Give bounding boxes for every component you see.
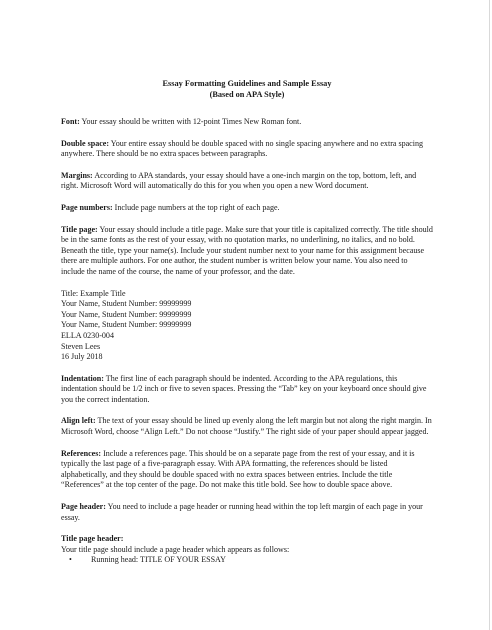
example-line: ELLA 0230-004 — [61, 330, 114, 340]
section-body: Include a references page. This should be on a separate page from the rest of your essay, and it is typically the last page of a five-paragraph essay. With APA formatting, the references should be listed alphabetically, and they should be double spaced with no extra spaces between entries. Include the title “References” at the top center of the page. Do not make this title bold. See how to double space above. — [61, 448, 415, 490]
section-margins — [61, 171, 433, 192]
section-heading: Title page: — [61, 224, 98, 234]
section-body: According to APA standards, your essay should have a one-inch margin on the top, bottom, left, and right. Microsoft Word will automatically do this for you when you open a new Word document. — [61, 170, 417, 191]
example-line: Title: Example Title — [61, 288, 126, 298]
section-body: The text of your essay should be lined up evenly along the left margin but not along the right margin. In Microsoft Word, choose “Align Left.” Do not choose “Justify.” The right side of your paper should appear jagged. — [61, 416, 432, 437]
section-heading: Indentation: — [61, 373, 104, 383]
section-heading: Double space: — [61, 138, 110, 148]
example-line: Your Name, Student Number: 99999999 — [61, 320, 192, 330]
example-line: Your Name, Student Number: 99999999 — [61, 309, 192, 319]
section-heading: References: — [61, 448, 102, 458]
example-line: Steven Lees — [61, 341, 101, 351]
example-line: Your Name, Student Number: 99999999 — [61, 299, 192, 309]
section-page-numbers — [61, 203, 433, 214]
section-body: Your entire essay should be double spaced with no single spacing anywhere and no extra spacing anywhere. There should be no extra spaces between paragraphs. — [61, 138, 424, 159]
document-title — [61, 78, 433, 100]
title-line-1: Essay Formatting Guidelines and Sample Essay — [162, 79, 332, 88]
section-body: Include page numbers at the top right of each page. — [112, 202, 280, 212]
section-heading: Title page header: — [61, 534, 124, 544]
section-references — [61, 449, 433, 491]
section-align-left — [61, 416, 433, 437]
section-heading: Align left: — [61, 416, 96, 426]
section-body: You need to include a page header or running head within the top left margin of each page in your essay. — [61, 502, 423, 522]
section-body: Your essay should be written with 12-point Times New Roman font. — [79, 117, 302, 126]
section-body: Your title page should include a page header which appears as follows: — [61, 544, 290, 554]
section-title-page — [61, 225, 433, 278]
section-indentation — [61, 374, 433, 406]
section-title-page-header — [61, 534, 433, 566]
title-line-2: (Based on APA Style) — [209, 90, 285, 99]
document-content — [61, 78, 433, 577]
example-line: 16 July 2018 — [61, 352, 103, 362]
section-page-header — [61, 502, 433, 523]
section-font — [61, 117, 433, 128]
bullet-item: • Running head: TITLE OF YOUR ESSAY — [61, 555, 433, 566]
section-heading: Font: — [61, 117, 80, 126]
bullet-list — [61, 555, 433, 566]
section-body: The first line of each paragraph should be indented. According to the APA regulations, this indentation should be 1/2 inch or five to seven spaces. Pressing the “Tab” key on your keyboard once should give you the correct indentation. — [61, 373, 427, 404]
section-body: Your essay should include a title page. Make sure that your title is capitalized correctly. The title should be in the same fonts as the rest of your essay, with no quotation marks, no underlining, no italics, and no bold. Beneath the title, type your name(s). Include your student number next to your name for this assignment because there are multiple authors. For one author, the student number is written below your name. You also need to include the name of the course, the name of your professor, and the date. — [61, 224, 433, 276]
section-heading: Margins: — [61, 170, 93, 180]
section-heading: Page numbers: — [61, 202, 113, 212]
section-heading: Page header: — [61, 502, 106, 512]
example-title-block — [61, 289, 433, 363]
section-double-space — [61, 139, 433, 160]
